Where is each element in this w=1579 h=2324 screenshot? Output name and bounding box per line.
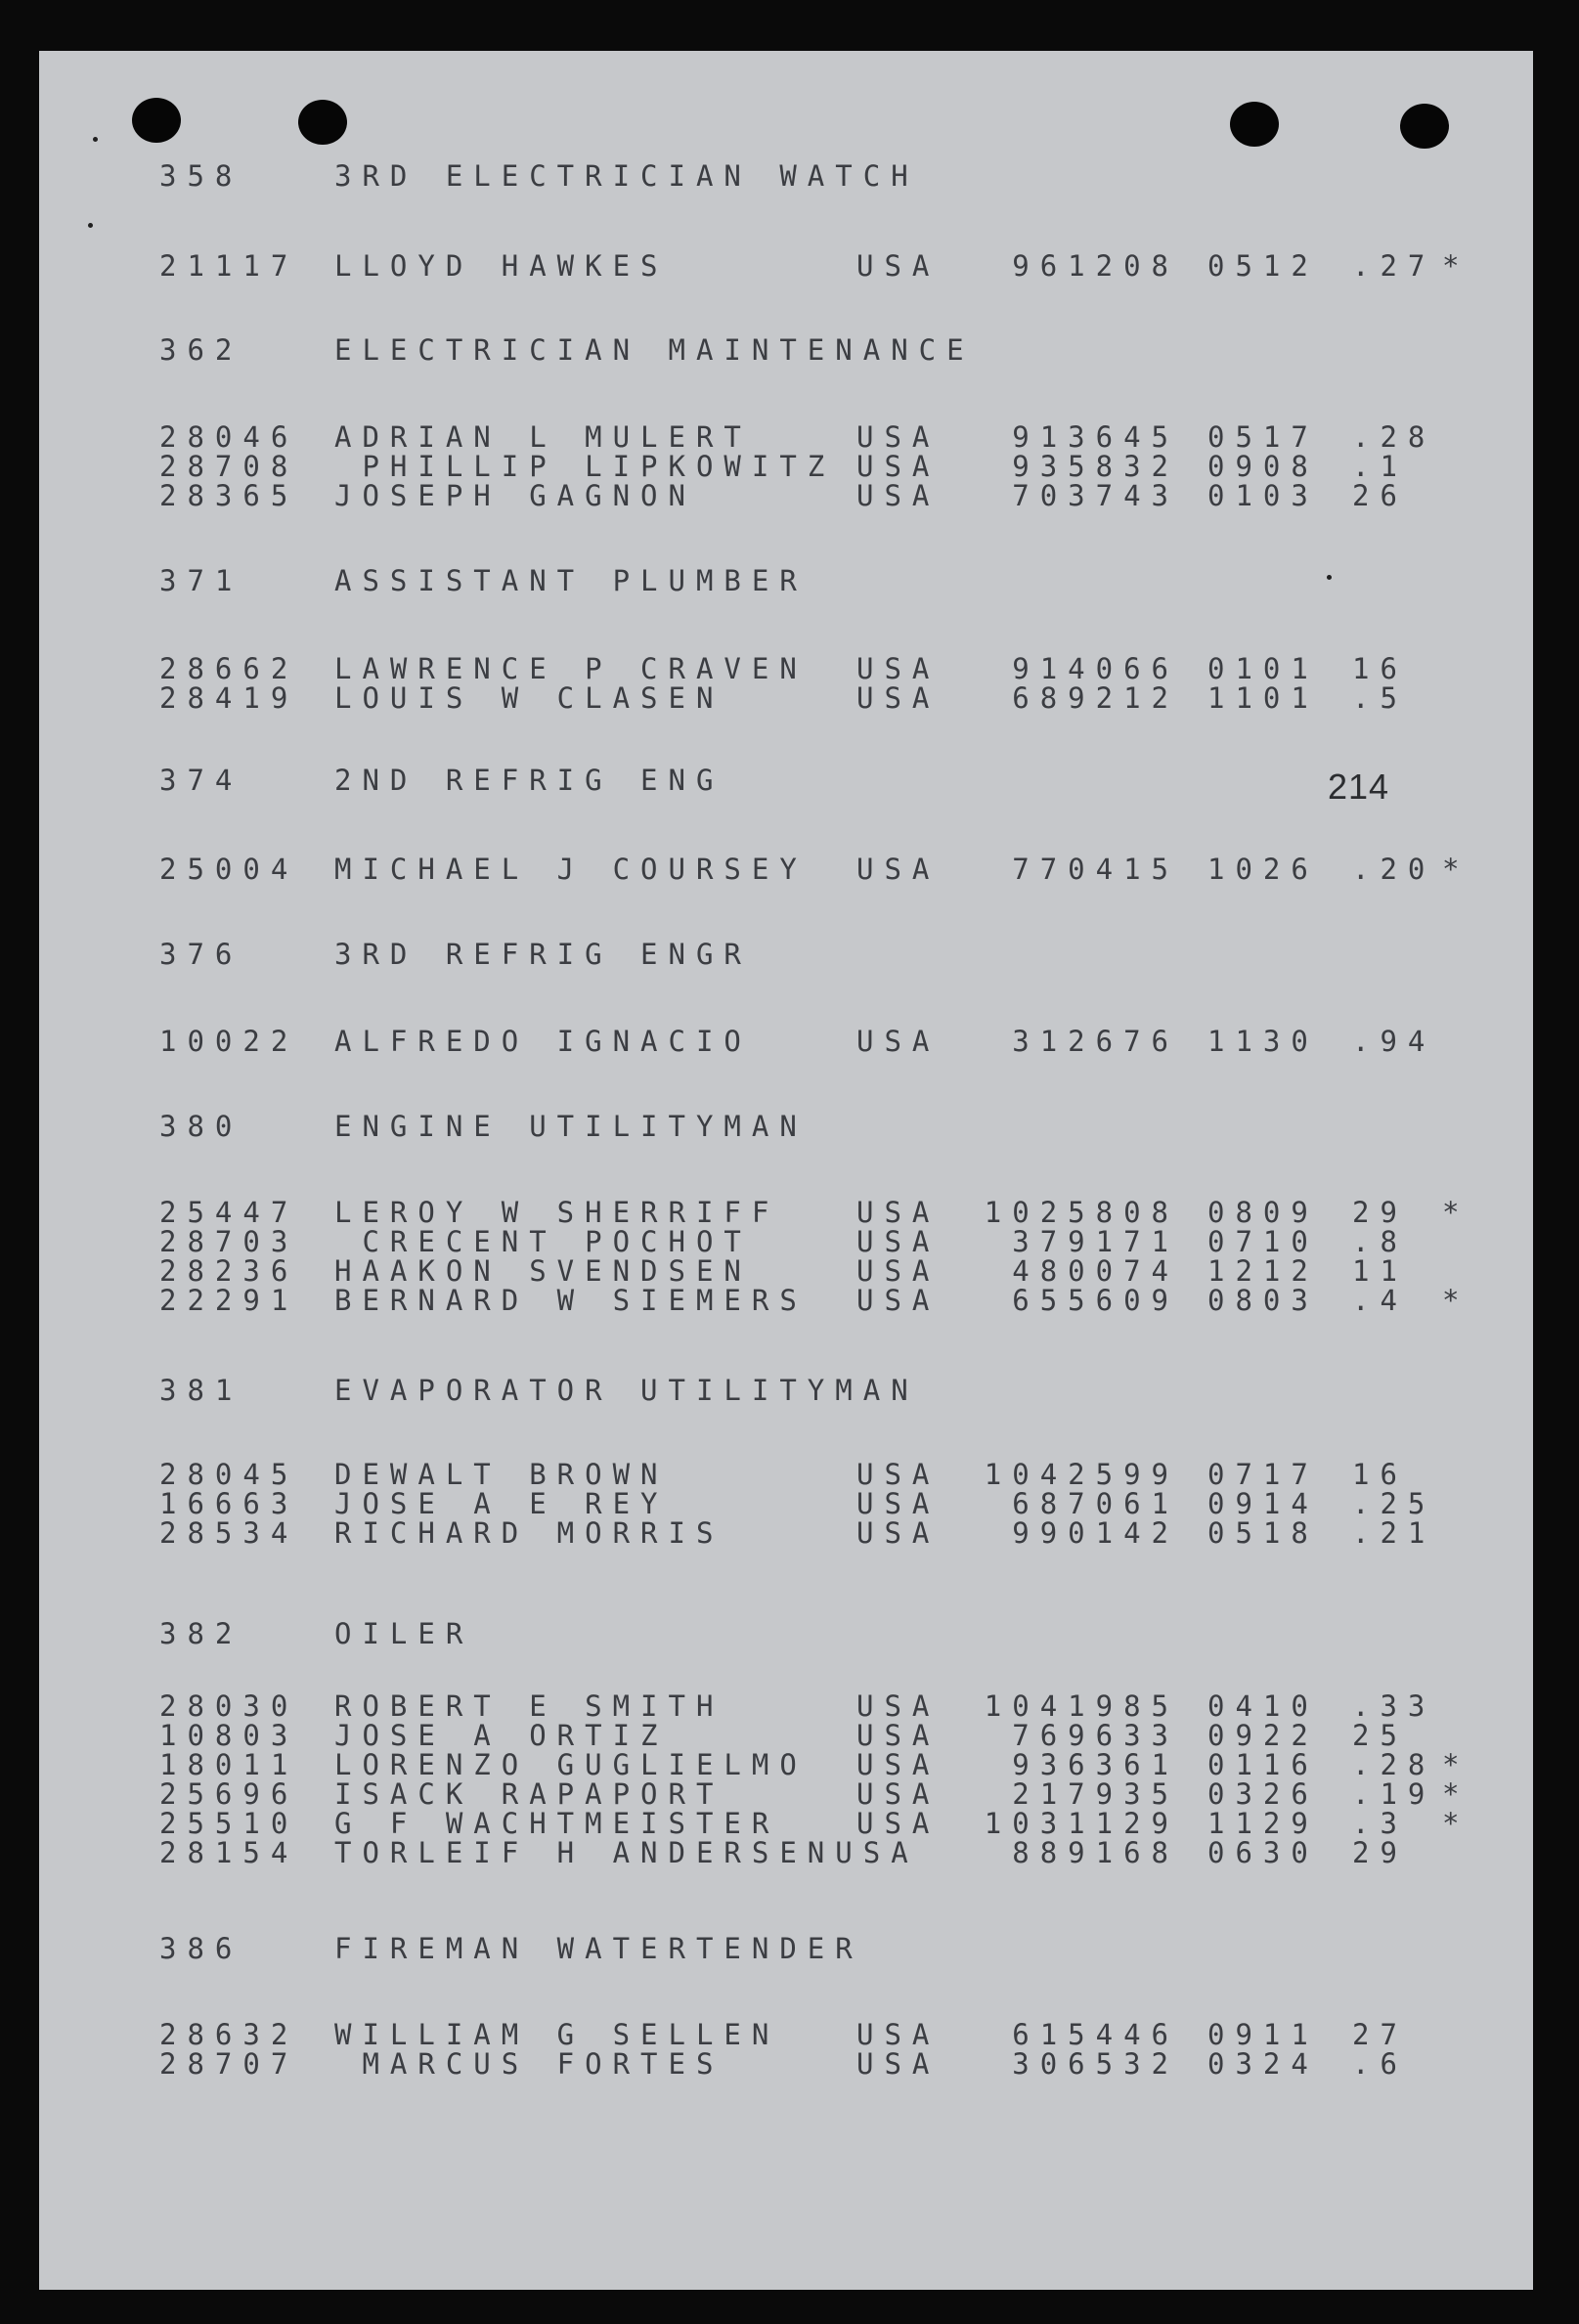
rate-value: 16 <box>1352 1458 1408 1491</box>
asterisk-flag: * <box>1442 1748 1460 1781</box>
crew-name: HAAKON SVENDSEN <box>334 1254 752 1288</box>
rate-value: .27 <box>1352 249 1436 283</box>
nationality: USA <box>856 2018 941 2051</box>
crew-number: 312676 <box>1012 1025 1179 1058</box>
crew-number: 480074 <box>1012 1254 1179 1288</box>
crew-number: 703743 <box>1012 479 1179 512</box>
section-header <box>0 763 1579 798</box>
crew-name: LEROY W SHERRIFF <box>334 1196 780 1229</box>
crew-name: MARCUS FORTES <box>334 2047 724 2081</box>
crew-number: 687061 <box>1012 1487 1179 1520</box>
nationality: USA <box>856 1807 941 1840</box>
crew-id: 28662 <box>159 652 299 685</box>
date-code: 1129 <box>1207 1807 1319 1840</box>
rate-value: .6 <box>1352 2047 1408 2081</box>
crew-name: G F WACHTMEISTER <box>334 1807 780 1840</box>
asterisk-flag: * <box>1442 249 1460 283</box>
crew-id: 28154 <box>159 1836 299 1869</box>
nationality: USA <box>856 1225 941 1258</box>
crew-number: 990142 <box>1012 1516 1179 1550</box>
nationality: USA <box>856 1254 941 1288</box>
crew-id: 28030 <box>159 1689 299 1723</box>
crew-id: 25696 <box>159 1777 299 1811</box>
crew-number: 770415 <box>1012 853 1179 886</box>
nationality: USA <box>856 1458 941 1491</box>
date-code: 0103 <box>1207 479 1319 512</box>
crew-number: 1025808 <box>984 1196 1179 1229</box>
date-code: 0410 <box>1207 1689 1319 1723</box>
crew-number: 615446 <box>1012 2018 1179 2051</box>
section-header <box>0 158 1579 194</box>
crew-row <box>0 680 1579 716</box>
rate-value: .28 <box>1352 420 1436 454</box>
section-header <box>0 1931 1579 1966</box>
crew-row <box>0 1283 1579 1318</box>
nationality: USA <box>856 1284 941 1317</box>
crew-number: 1042599 <box>984 1458 1179 1491</box>
section-code: 381 <box>159 1374 243 1407</box>
crew-row <box>0 1024 1579 1059</box>
crew-id: 28045 <box>159 1458 299 1491</box>
date-code: 0803 <box>1207 1284 1319 1317</box>
crew-row <box>0 478 1579 513</box>
crew-name: JOSE A E REY <box>334 1487 669 1520</box>
date-code: 1026 <box>1207 853 1319 886</box>
crew-id: 28236 <box>159 1254 299 1288</box>
crew-name: TORLEIF H ANDERSENUSA <box>334 1836 919 1869</box>
crew-id: 18011 <box>159 1748 299 1781</box>
crew-id: 28703 <box>159 1225 299 1258</box>
date-code: 1101 <box>1207 681 1319 715</box>
crew-number: 889168 <box>1012 1836 1179 1869</box>
rate-value: .28 <box>1352 1748 1436 1781</box>
crew-id: 28632 <box>159 2018 299 2051</box>
crew-number: 769633 <box>1012 1719 1179 1752</box>
crew-name: LAWRENCE P CRAVEN <box>334 652 808 685</box>
section-header <box>0 563 1579 598</box>
crew-id: 21117 <box>159 249 299 283</box>
date-code: 0116 <box>1207 1748 1319 1781</box>
crew-name: LLOYD HAWKES <box>334 249 669 283</box>
nationality: USA <box>856 681 941 715</box>
date-code: 0908 <box>1207 450 1319 483</box>
crew-name: RICHARD MORRIS <box>334 1516 724 1550</box>
section-header <box>0 937 1579 972</box>
crew-id: 28365 <box>159 479 299 512</box>
crew-id: 10803 <box>159 1719 299 1752</box>
crew-id: 25447 <box>159 1196 299 1229</box>
rate-value: .25 <box>1352 1487 1436 1520</box>
crew-row <box>0 1515 1579 1551</box>
crew-number: 1031129 <box>984 1807 1179 1840</box>
asterisk-flag: * <box>1442 1777 1460 1811</box>
crew-name: JOSEPH GAGNON <box>334 479 696 512</box>
section-code: 371 <box>159 564 243 597</box>
date-code: 0922 <box>1207 1719 1319 1752</box>
crew-name: PHILLIP LIPKOWITZ <box>334 450 836 483</box>
nationality: USA <box>856 249 941 283</box>
date-code: 1212 <box>1207 1254 1319 1288</box>
nationality: USA <box>856 1196 941 1229</box>
crew-id: 28708 <box>159 450 299 483</box>
nationality: USA <box>856 2047 941 2081</box>
rate-value: .19 <box>1352 1777 1436 1811</box>
section-code: 362 <box>159 333 243 367</box>
date-code: 0518 <box>1207 1516 1319 1550</box>
crew-row <box>0 248 1579 284</box>
crew-id: 28534 <box>159 1516 299 1550</box>
nationality: USA <box>856 1487 941 1520</box>
crew-name: JOSE A ORTIZ <box>334 1719 669 1752</box>
crew-row <box>0 2046 1579 2082</box>
rate-value: 11 <box>1352 1254 1408 1288</box>
crew-name: MICHAEL J COURSEY <box>334 853 808 886</box>
section-header <box>0 1109 1579 1144</box>
section-code: 380 <box>159 1110 243 1143</box>
section-code: 374 <box>159 764 243 797</box>
section-title: ASSISTANT PLUMBER <box>334 564 808 597</box>
crew-number: 655609 <box>1012 1284 1179 1317</box>
date-code: 0324 <box>1207 2047 1319 2081</box>
nationality: USA <box>856 479 941 512</box>
punch-hole-1 <box>132 98 181 143</box>
section-title: OILER <box>334 1617 474 1650</box>
crew-name: LORENZO GUGLIELMO <box>334 1748 808 1781</box>
rate-value: .8 <box>1352 1225 1408 1258</box>
rate-value: 29 <box>1352 1196 1408 1229</box>
section-title: ELECTRICIAN MAINTENANCE <box>334 333 975 367</box>
section-code: 386 <box>159 1932 243 1965</box>
crew-number: 913645 <box>1012 420 1179 454</box>
rate-value: 29 <box>1352 1836 1408 1869</box>
crew-number: 217935 <box>1012 1777 1179 1811</box>
nationality: USA <box>856 420 941 454</box>
crew-id: 28046 <box>159 420 299 454</box>
rate-value: .3 <box>1352 1807 1408 1840</box>
crew-id: 25004 <box>159 853 299 886</box>
punch-hole-3 <box>1230 102 1279 147</box>
section-title: 2ND REFRIG ENG <box>334 764 724 797</box>
nationality: USA <box>856 450 941 483</box>
section-header <box>0 332 1579 368</box>
crew-name: WILLIAM G SELLEN <box>334 2018 780 2051</box>
crew-name: BERNARD W SIEMERS <box>334 1284 808 1317</box>
date-code: 0630 <box>1207 1836 1319 1869</box>
date-code: 0717 <box>1207 1458 1319 1491</box>
crew-number: 914066 <box>1012 652 1179 685</box>
crew-number: 689212 <box>1012 681 1179 715</box>
crew-name: ALFREDO IGNACIO <box>334 1025 752 1058</box>
nationality: USA <box>856 1777 941 1811</box>
crew-name: ADRIAN L MULERT <box>334 420 752 454</box>
rate-value: .33 <box>1352 1689 1436 1723</box>
date-code: 0326 <box>1207 1777 1319 1811</box>
rate-value: 27 <box>1352 2018 1408 2051</box>
date-code: 0517 <box>1207 420 1319 454</box>
date-code: 0101 <box>1207 652 1319 685</box>
crew-number: 1041985 <box>984 1689 1179 1723</box>
asterisk-flag: * <box>1442 853 1460 886</box>
section-title: ENGINE UTILITYMAN <box>334 1110 808 1143</box>
crew-id: 10022 <box>159 1025 299 1058</box>
punch-hole-4 <box>1400 104 1449 149</box>
nationality: USA <box>856 1748 941 1781</box>
crew-name: ISACK RAPAPORT <box>334 1777 724 1811</box>
crew-row <box>0 1835 1579 1870</box>
asterisk-flag: * <box>1442 1196 1460 1229</box>
crew-name: ROBERT E SMITH <box>334 1689 724 1723</box>
nationality: USA <box>856 652 941 685</box>
section-title: EVAPORATOR UTILITYMAN <box>334 1374 919 1407</box>
crew-name: LOUIS W CLASEN <box>334 681 724 715</box>
crew-number: 306532 <box>1012 2047 1179 2081</box>
date-code: 0911 <box>1207 2018 1319 2051</box>
rate-value: .20 <box>1352 853 1436 886</box>
date-code: 0710 <box>1207 1225 1319 1258</box>
asterisk-flag: * <box>1442 1807 1460 1840</box>
section-title: 3RD ELECTRICIAN WATCH <box>334 159 919 193</box>
section-code: 382 <box>159 1617 243 1650</box>
crew-id: 28419 <box>159 681 299 715</box>
rate-value: .94 <box>1352 1025 1436 1058</box>
crew-name: DEWALT BROWN <box>334 1458 669 1491</box>
date-code: 1130 <box>1207 1025 1319 1058</box>
date-code: 0914 <box>1207 1487 1319 1520</box>
nationality: USA <box>856 853 941 886</box>
nationality: USA <box>856 1689 941 1723</box>
section-title: 3RD REFRIG ENGR <box>334 938 752 971</box>
crew-name: CRECENT POCHOT <box>334 1225 752 1258</box>
rate-value: .5 <box>1352 681 1408 715</box>
rate-value: .21 <box>1352 1516 1436 1550</box>
rate-value: 26 <box>1352 479 1408 512</box>
section-code: 358 <box>159 159 243 193</box>
date-code: 0512 <box>1207 249 1319 283</box>
ink-speck <box>88 223 93 228</box>
rate-value: .4 <box>1352 1284 1408 1317</box>
section-code: 376 <box>159 938 243 971</box>
date-code: 0809 <box>1207 1196 1319 1229</box>
crew-number: 935832 <box>1012 450 1179 483</box>
section-title: FIREMAN WATERTENDER <box>334 1932 863 1965</box>
crew-id: 22291 <box>159 1284 299 1317</box>
crew-id: 16663 <box>159 1487 299 1520</box>
rate-value: 25 <box>1352 1719 1408 1752</box>
rate-value: 16 <box>1352 652 1408 685</box>
nationality: USA <box>856 1516 941 1550</box>
crew-number: 961208 <box>1012 249 1179 283</box>
ink-speck <box>93 137 98 142</box>
section-header <box>0 1616 1579 1651</box>
punch-hole-2 <box>298 100 347 145</box>
crew-number: 936361 <box>1012 1748 1179 1781</box>
nationality: USA <box>856 1719 941 1752</box>
crew-row <box>0 852 1579 887</box>
nationality: USA <box>856 1025 941 1058</box>
rate-value: .1 <box>1352 450 1408 483</box>
page-number-stamp: 214 <box>1328 767 1390 807</box>
crew-id: 25510 <box>159 1807 299 1840</box>
asterisk-flag: * <box>1442 1284 1460 1317</box>
crew-number: 379171 <box>1012 1225 1179 1258</box>
section-header <box>0 1373 1579 1408</box>
crew-id: 28707 <box>159 2047 299 2081</box>
